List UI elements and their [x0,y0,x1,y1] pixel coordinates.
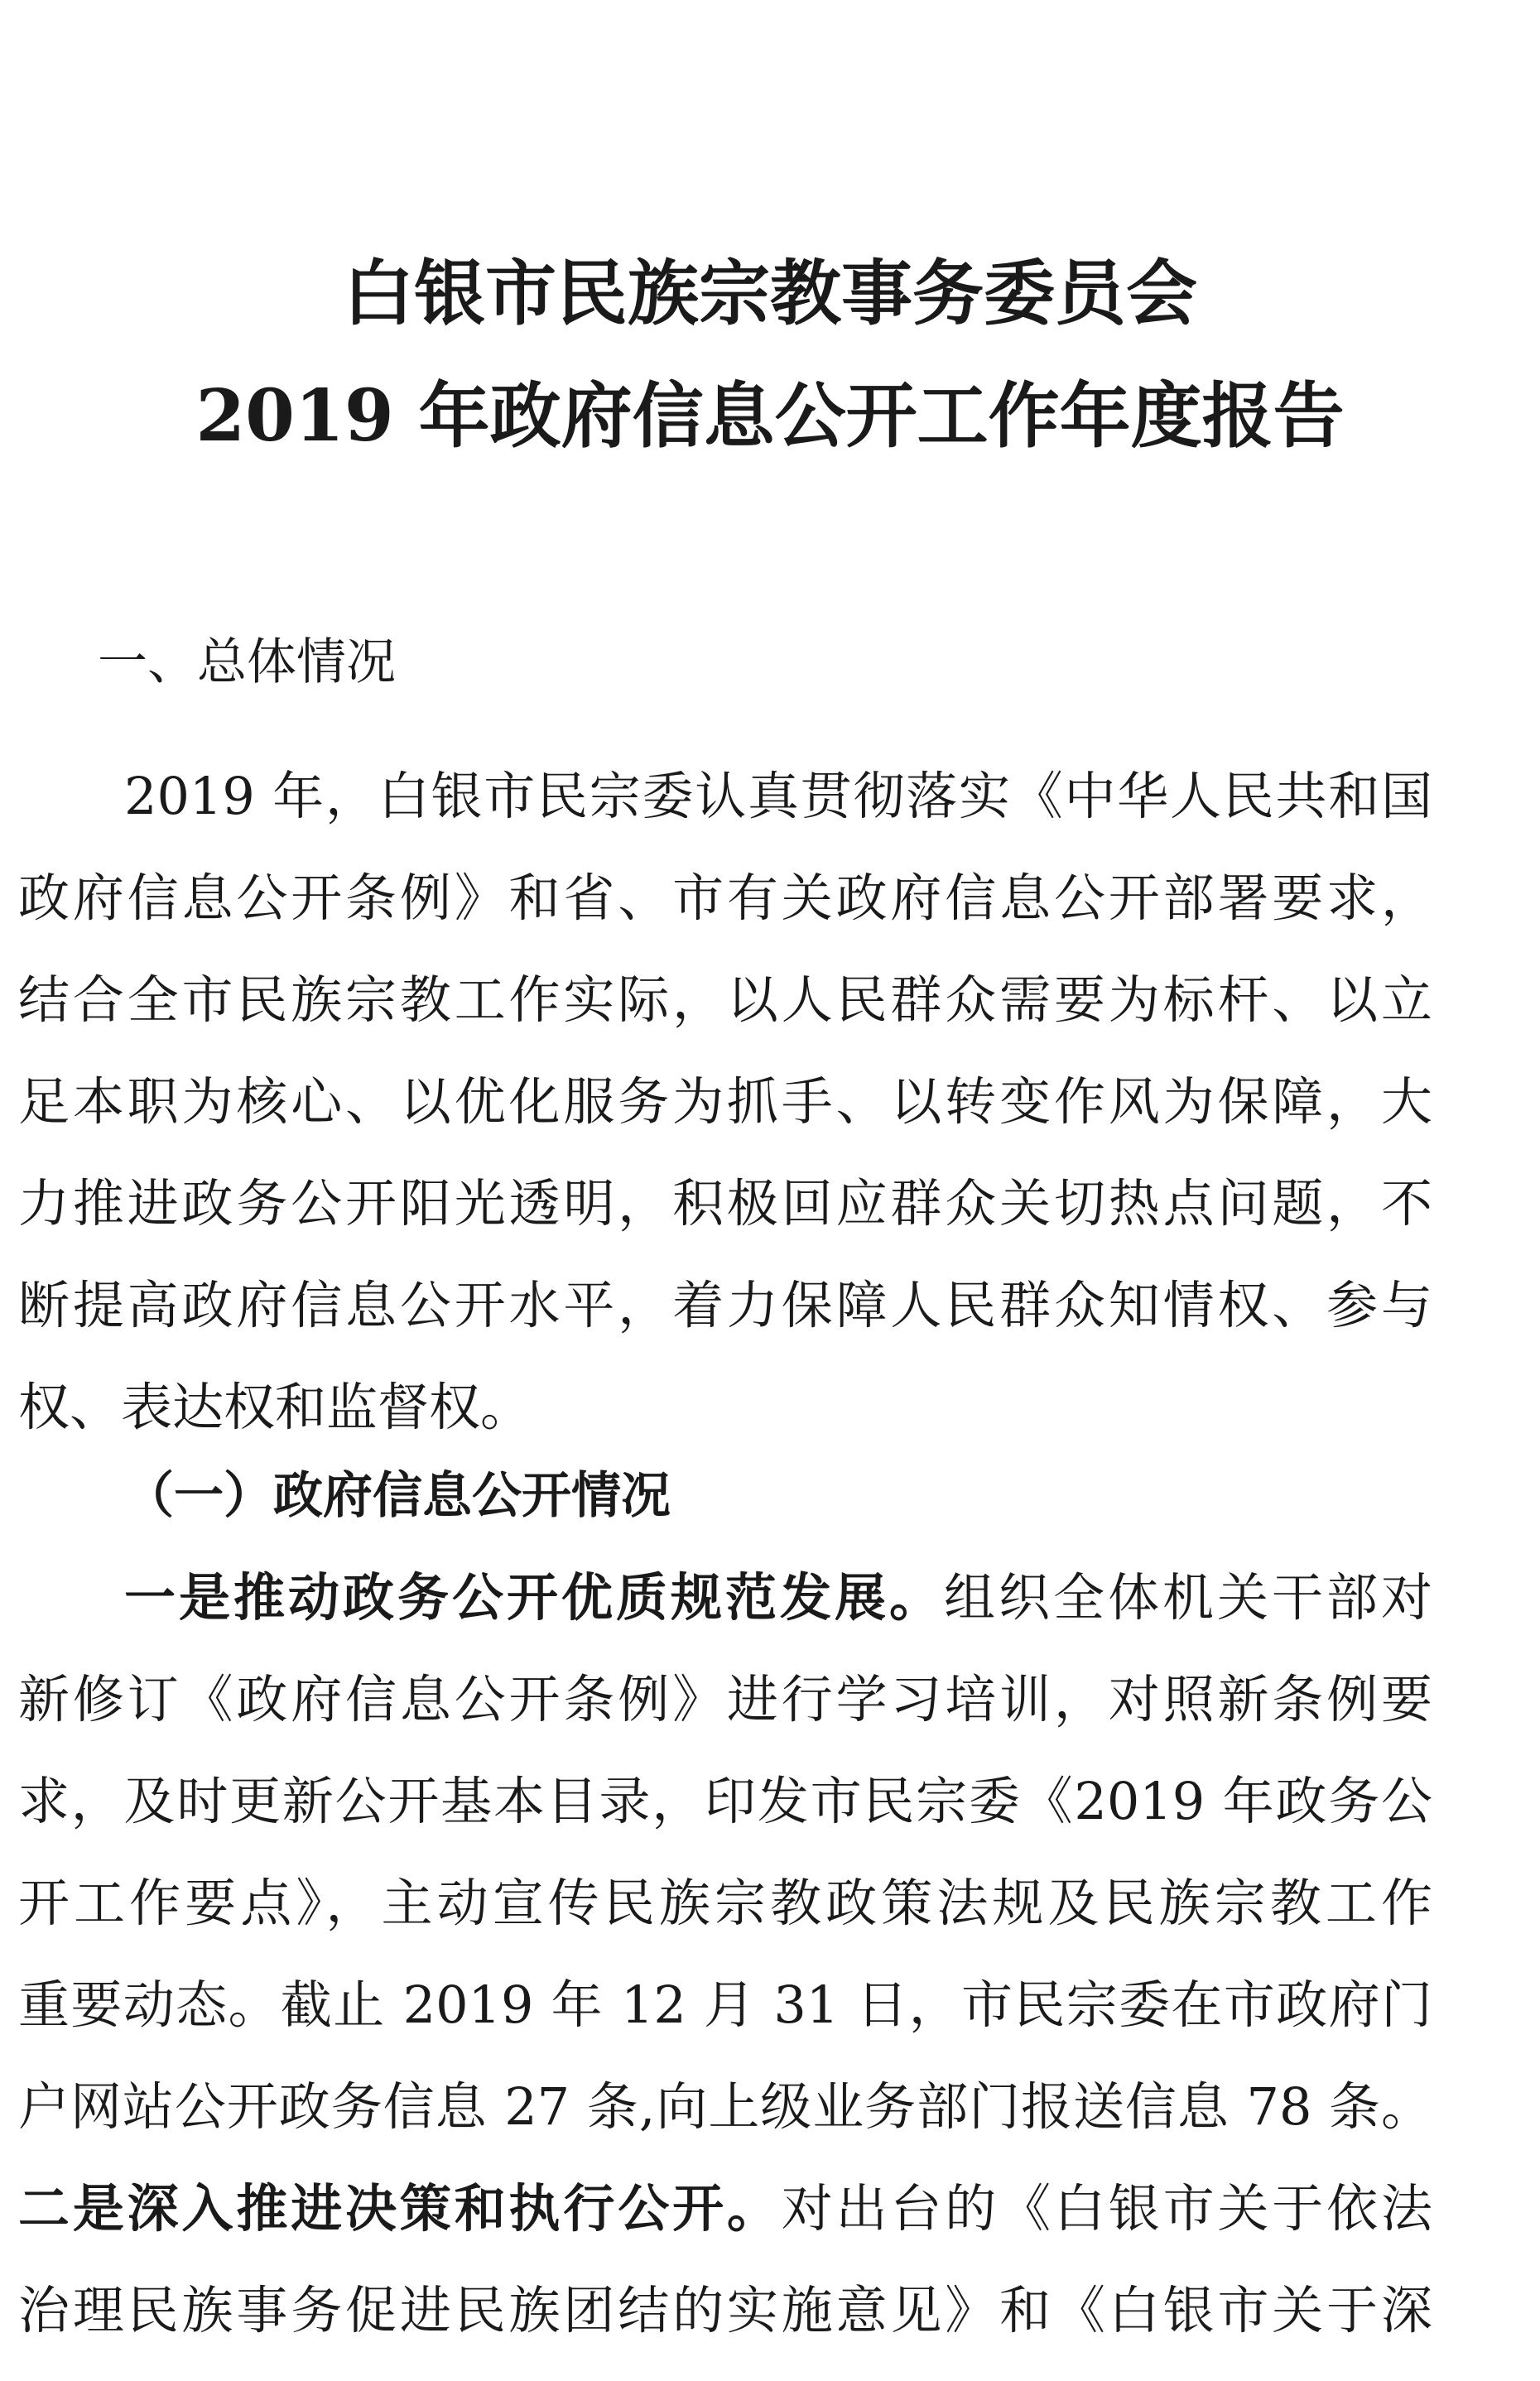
paragraph-line: 断提高政府信息公开水平，着力保障人民群众知情权、参与 [18,1275,1432,1335]
paragraph-line: 政府信息公开条例》和省、市有关政府信息公开部署要求， [18,868,1432,928]
document-title-line-1: 白银市民族宗教事务委员会 [343,252,1197,335]
document-title-line-2: 2019 年政府信息公开工作年度报告 [195,374,1345,458]
paragraph-line: 户网站公开政务信息 27 条,向上级业务部门报送信息 78 条。 [18,2076,1432,2137]
paragraph-line: 开工作要点》，主动宣传民族宗教政策法规及民族宗教工作 [18,1873,1432,1933]
paragraph-line [124,1563,1432,1633]
point-text: 对出台的《白银市关于依法 [781,2178,1432,2239]
paragraph-line: 治理民族事务促进民族团结的实施意见》和《白银市关于深 [18,2280,1432,2340]
paragraph-line: 新修订《政府信息公开条例》进行学习培训，对照新条例要 [18,1669,1432,1729]
point-text: 组织全体机关干部对 [943,1567,1432,1628]
paragraph-line: 2019 年，白银市民宗委认真贯彻落实《中华人民共和国 [124,766,1432,826]
paragraph-line: 足本职为核心、以优化服务为抓手、以转变作风为保障，大 [18,1071,1432,1132]
point-lead: 二是深入推进决策和执行公开。 [18,2178,782,2239]
paragraph-line: 权、表达权和监督权。 [18,1377,532,1437]
point-lead: 一是推动政务公开优质规范发展。 [124,1567,944,1628]
section-heading: 一、总体情况 [98,633,396,691]
paragraph-line: 求，及时更新公开基本目录，印发市民宗委《2019 年政务公 [18,1771,1432,1831]
paragraph-line [18,2174,1432,2244]
paragraph-line: 结合全市民族宗教工作实际，以人民群众需要为标杆、以立 [18,969,1432,1030]
paragraph-line: 重要动态。截止 2019 年 12 月 31 日，市民宗委在市政府门 [18,1975,1432,2035]
paragraph-line: 力推进政务公开阳光透明，积极回应群众关切热点问题，不 [18,1173,1432,1234]
subsection-heading: （一）政府信息公开情况 [124,1467,671,1525]
